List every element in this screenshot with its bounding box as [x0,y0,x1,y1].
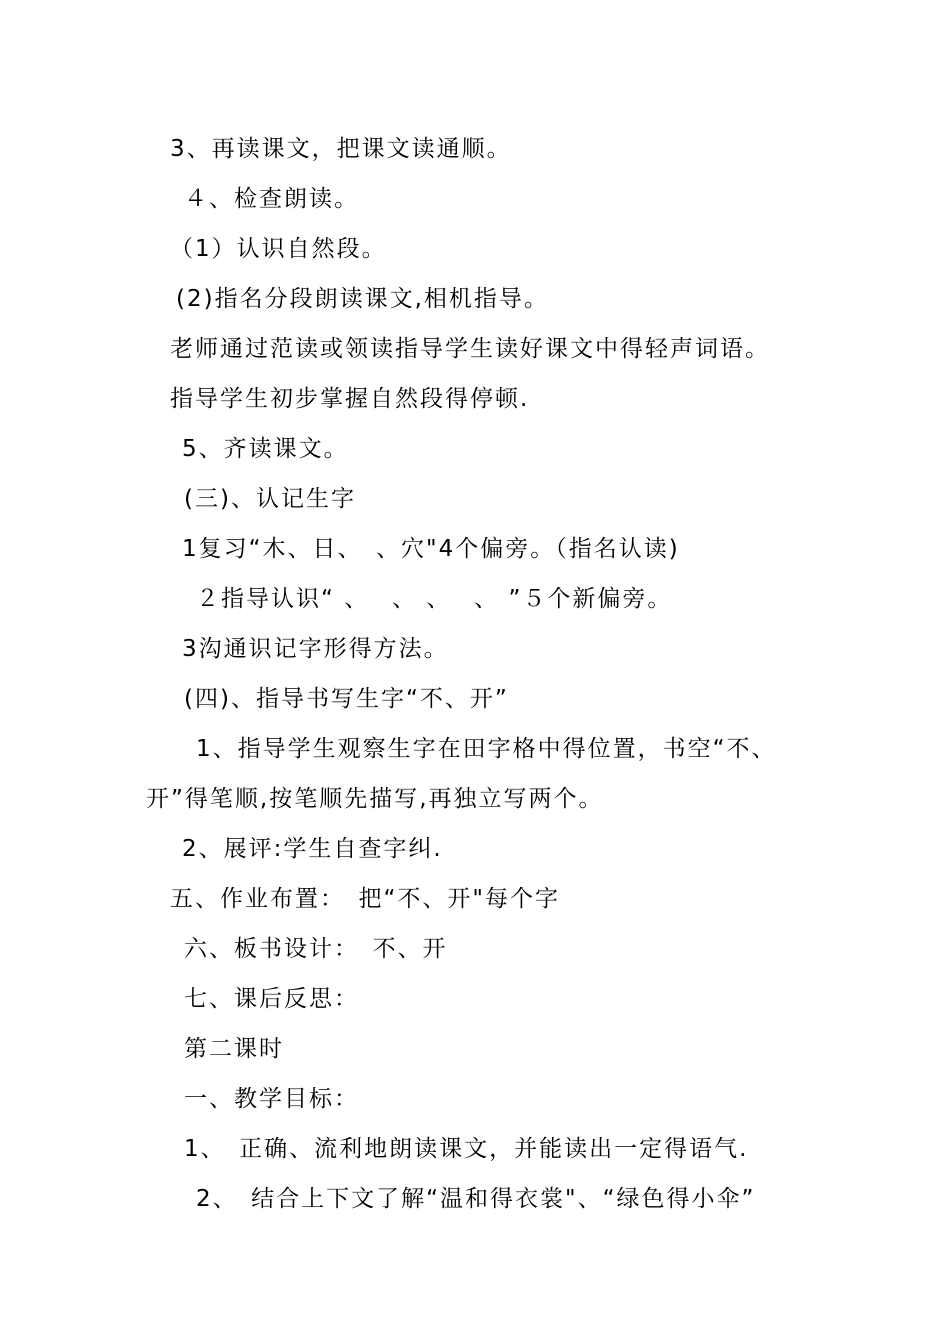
text-line: ２指导认识“ 、 、 、 、 ”５个新偏旁。 [196,586,673,612]
text-line: （1）认识自然段。 [170,236,387,262]
text-line: 第二课时 [184,1036,284,1062]
text-line: 5、齐读课文。 [182,436,349,462]
text-line: 五、作业布置： 把“不、开"每个字 [170,886,560,912]
text-line: 指导学生初步掌握自然段得停顿. [170,386,530,412]
text-line: 2、 结合上下文了解“温和得衣裳"、“绿色得小伞” [196,1186,756,1212]
text-line: 1复习“木、日、 、穴"4个偏旁。（指名认读) [182,536,680,562]
text-line: 一、教学目标： [184,1086,359,1112]
text-line: 老师通过范读或领读指导学生读好课文中得轻声词语。 [170,336,770,362]
text-line: 开”得笔顺,按笔顺先描写,再独立写两个。 [146,786,604,812]
text-line: 3沟通识记字形得方法。 [182,636,449,662]
text-line: (四)、指导书写生字“不、开” [184,686,509,712]
text-line: 1、 正确、流利地朗读课文，并能读出一定得语气. [184,1136,749,1162]
text-line: (三)、认记生字 [184,486,356,512]
text-line: 七、课后反思： [184,986,359,1012]
text-line: 六、板书设计： 不、开 [184,936,448,962]
text-line: 2、展评:学生自查字纠. [182,836,443,862]
text-line: 1、指导学生观察生字在田字格中得位置，书空“不、 [196,736,777,762]
text-line: ４、检查朗读。 [184,186,359,212]
text-line: 3、再读课文，把课文读通顺。 [170,136,512,162]
text-line: (2)指名分段朗读课文,相机指导。 [176,286,549,312]
